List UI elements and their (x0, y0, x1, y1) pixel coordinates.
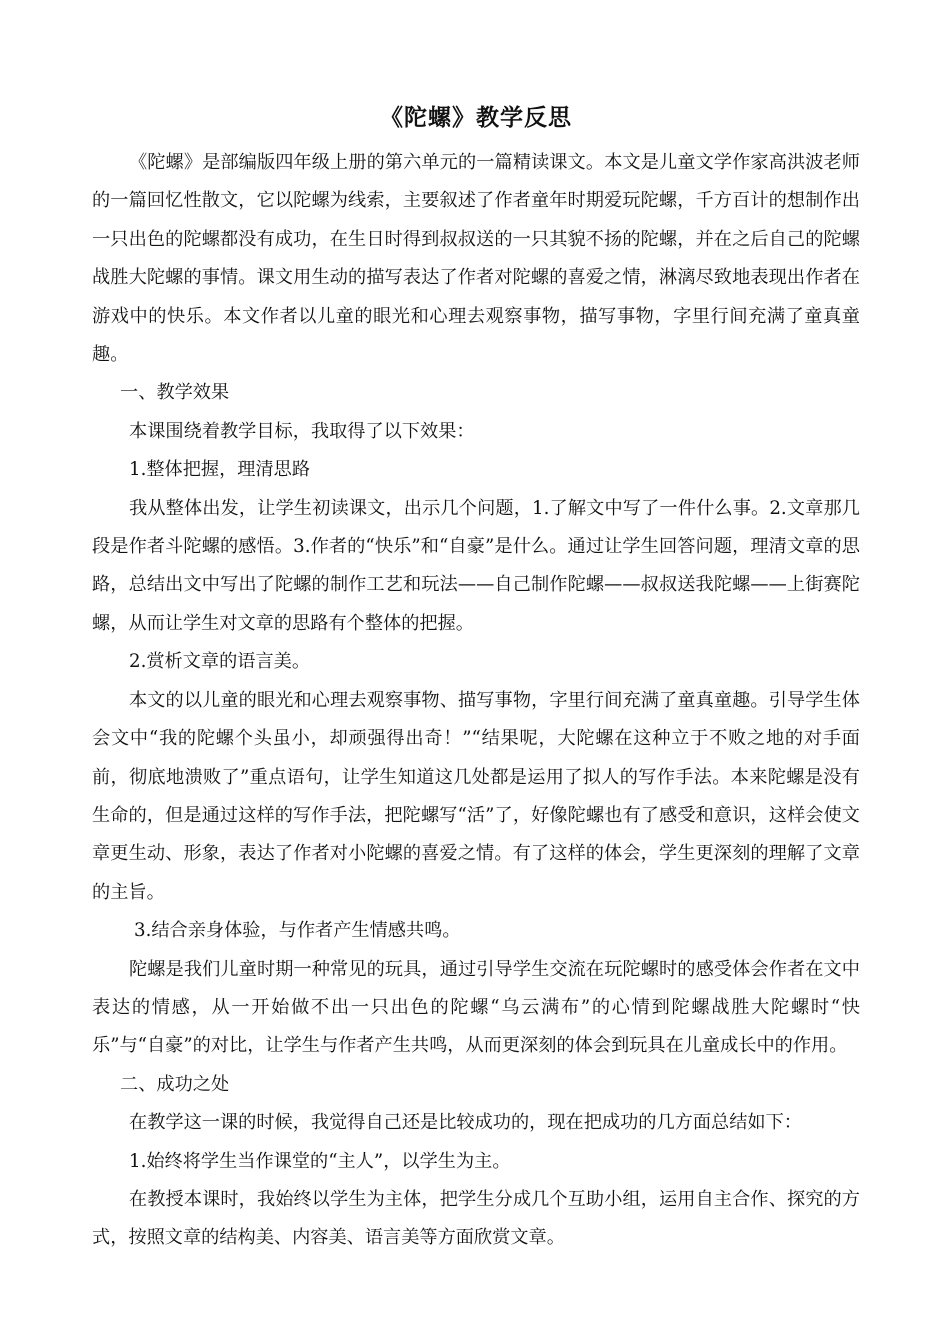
section-heading-successes: 二、成功之处 (120, 1073, 230, 1095)
subheading-language-beauty: 2.赏析文章的语言美。 (129, 651, 311, 673)
paragraph: 在教学这一课的时候，我觉得自己还是比较成功的，现在把成功的几方面总结如下： (129, 1112, 802, 1134)
paragraph: 我从整体出发，让学生初读课文，出示几个问题，1.了解文中写了一件什么事。2.文章那几段是作者斗陀螺的感悟。3.作者的“快乐”和“自豪”是什么。通过让学生回答问题，理清文章的思路，总结出文中写出了陀螺的制作工艺和玩法——自己制作陀螺——叔叔送我陀螺——上街赛陀螺，从而让学生对文章的思路有个整体的把握。 (92, 497, 860, 634)
subheading-personal-experience: 3.结合亲身体验，与作者产生情感共鸣。 (134, 920, 461, 942)
section-heading-teaching-effect: 一、教学效果 (120, 382, 230, 404)
paragraph: 本课围绕着教学目标，我取得了以下效果： (129, 420, 475, 442)
intro-paragraph: 《陀螺》是部编版四年级上册的第六单元的一篇精读课文。本文是儿童文学作家高洪波老师的一篇回忆性散文，它以陀螺为线索，主要叙述了作者童年时期爱玩陀螺，千方百计的想制作出一只出色的陀螺都没有成功，在生日时得到叔叔送的一只其貌不扬的陀螺，并在之后自己的陀螺战胜大陀螺的事情。课文用生动的描写表达了作者对陀螺的喜爱之情，淋漓尽致地表现出作者在游戏中的快乐。本文作者以儿童的眼光和心理去观察事物，描写事物，字里行间充满了童真童趣。 (92, 152, 860, 366)
paragraph: 陀螺是我们儿童时期一种常见的玩具，通过引导学生交流在玩陀螺时的感受体会作者在文中表达的情感，从一开始做不出一只出色的陀螺“乌云满布”的心情到陀螺战胜大陀螺时“快乐”与“自豪”的对比，让学生与作者产生共鸣，从而更深刻的体会到玩具在儿童成长中的作用。 (92, 958, 860, 1057)
document-page (92, 96, 860, 1258)
document-title: 《陀螺》教学反思 (380, 104, 572, 131)
subheading-student-centered: 1.始终将学生当作课堂的“主人”，以学生为主。 (129, 1150, 511, 1172)
paragraph: 在教授本课时，我始终以学生为主体，把学生分成几个互助小组，运用自主合作、探究的方式，按照文章的结构美、内容美、语言美等方面欣赏文章。 (92, 1188, 860, 1249)
paragraph: 本文的以儿童的眼光和心理去观察事物、描写事物，字里行间充满了童真童趣。引导学生体会文中“我的陀螺个头虽小，却顽强得出奇！”“结果呢，大陀螺在这种立于不败之地的对手面前，彻底地溃败了”重点语句，让学生知道这几处都是运用了拟人的写作手法。本来陀螺是没有生命的，但是通过这样的写作手法，把陀螺写“活”了，好像陀螺也有了感受和意识，这样会使文章更生动、形象，表达了作者对小陀螺的喜爱之情。有了这样的体会，学生更深刻的理解了文章的主旨。 (92, 689, 860, 903)
subheading-overall-grasp: 1.整体把握，理清思路 (129, 459, 311, 481)
